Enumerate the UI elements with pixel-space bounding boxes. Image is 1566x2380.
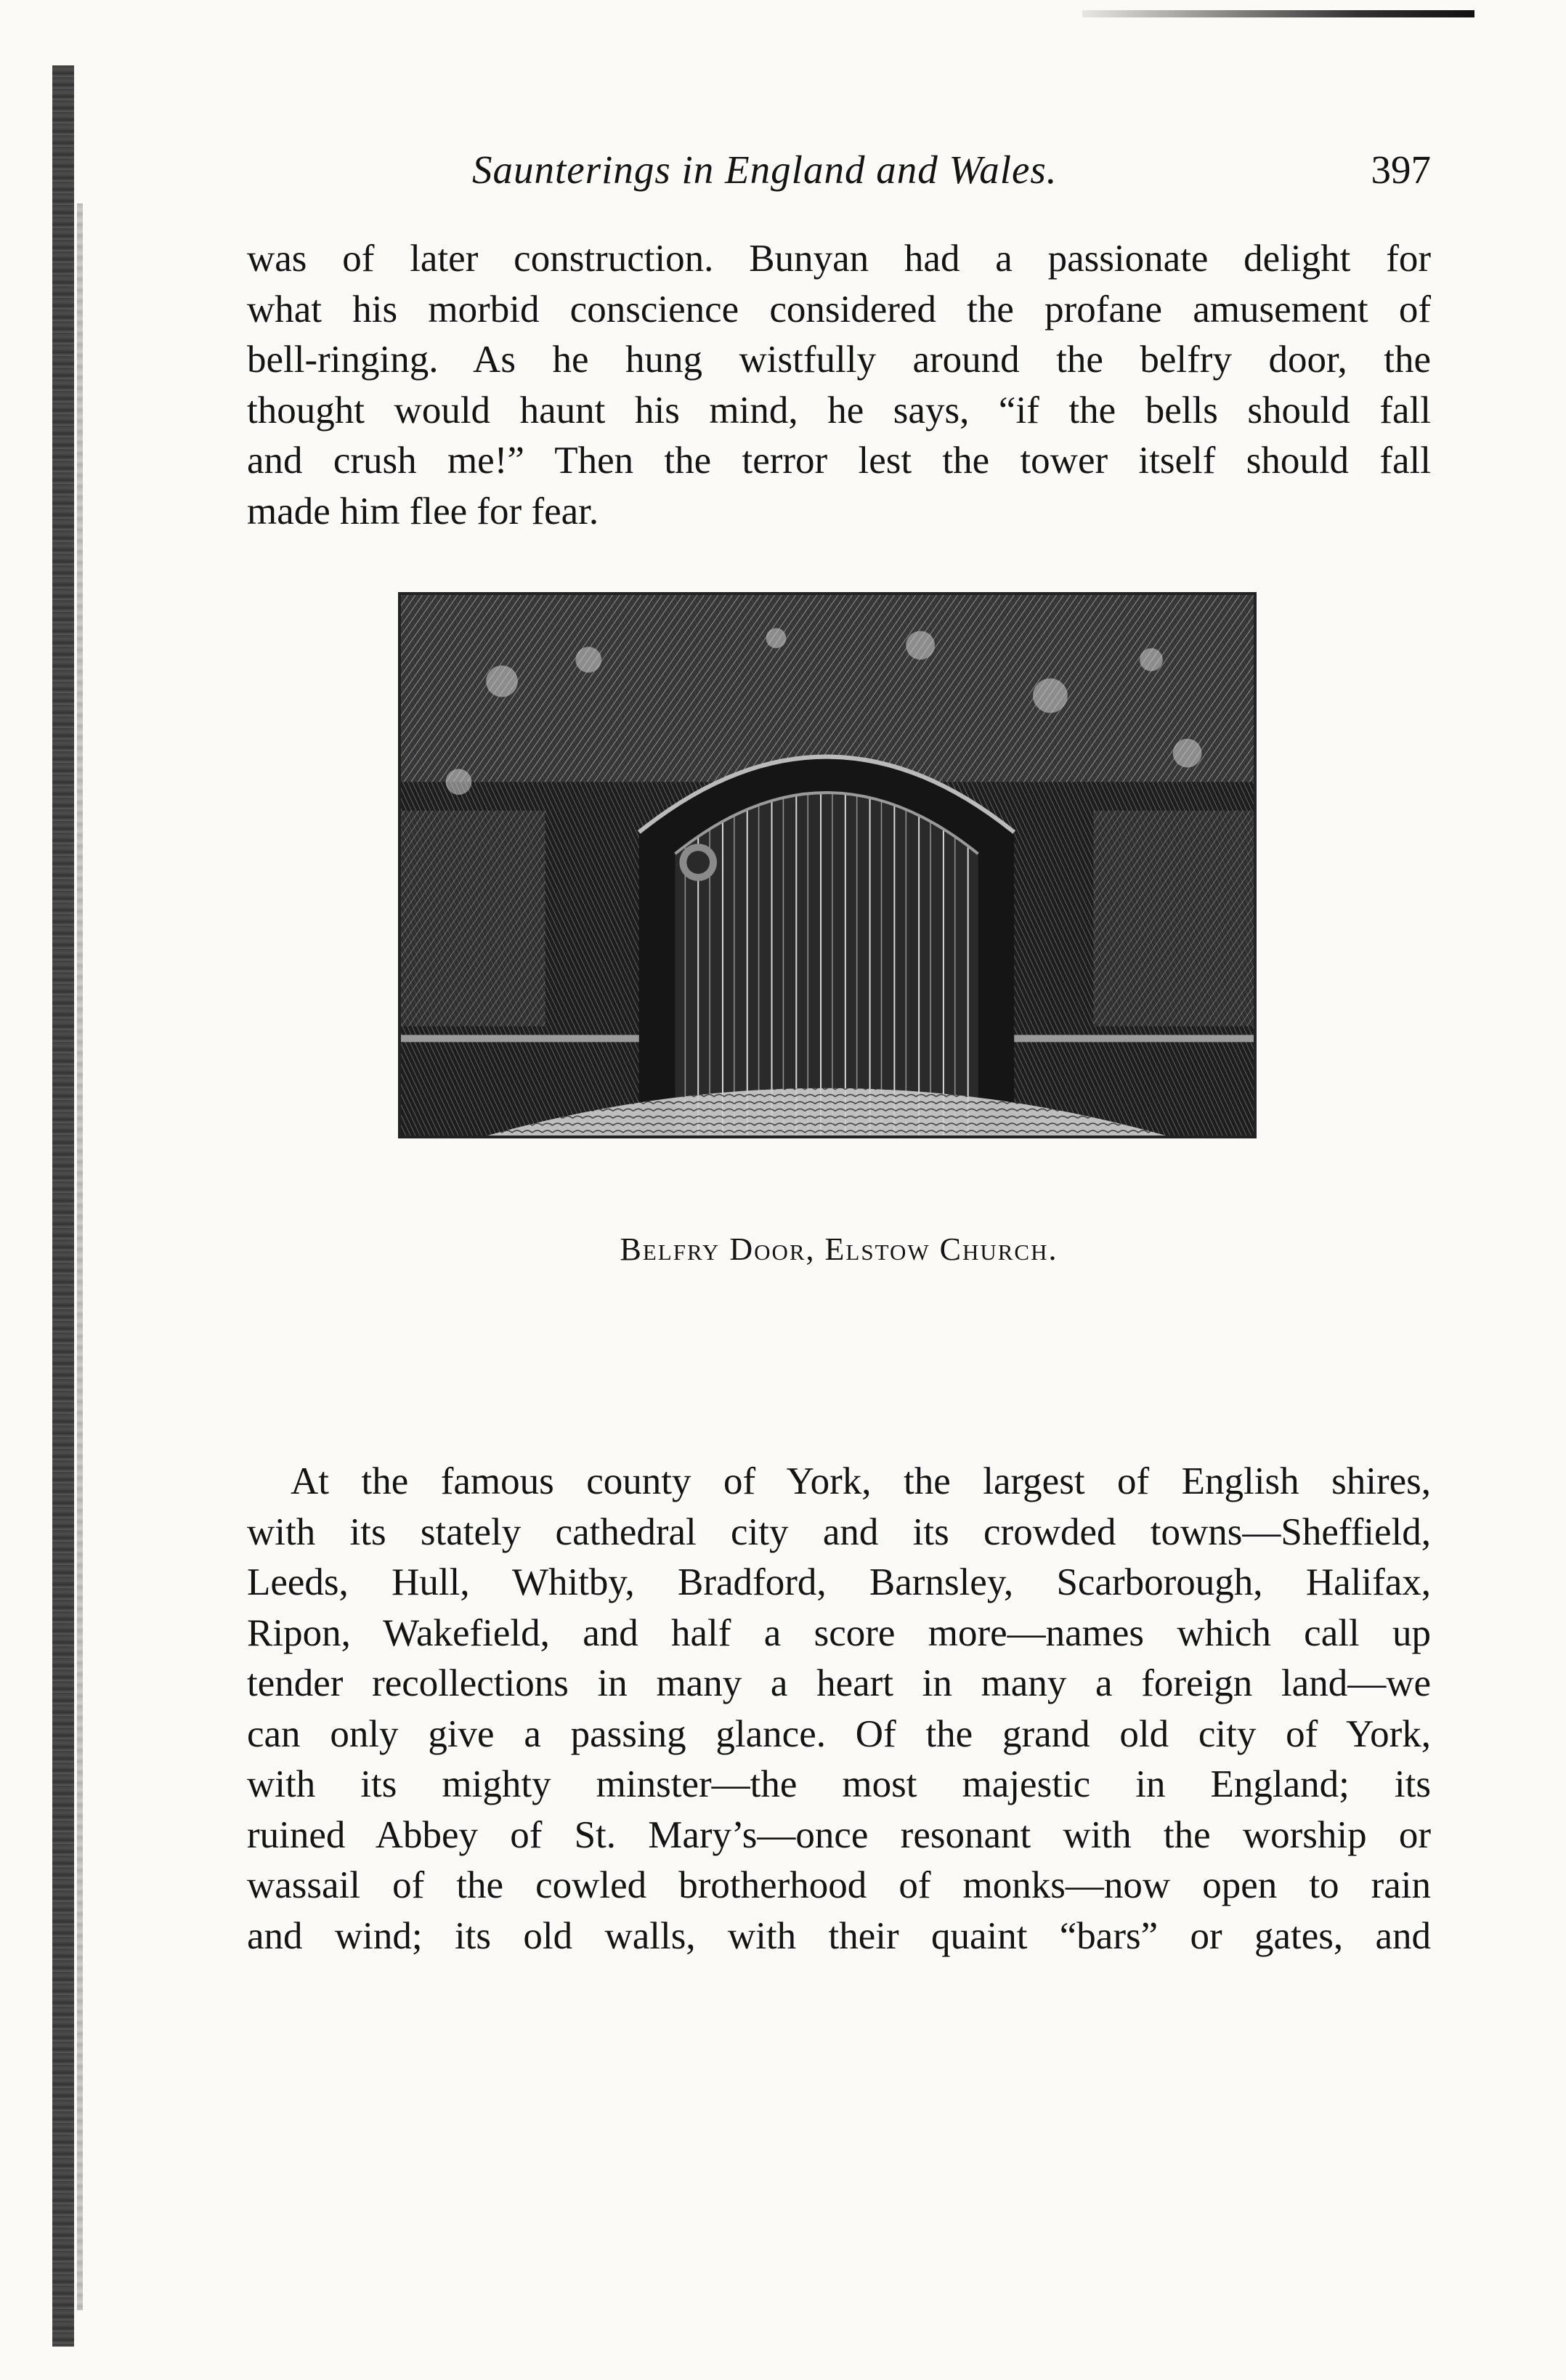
text-line: and crush me!” Then the terror lest the tower itself should fall bbox=[247, 440, 1431, 482]
text-line: and wind; its old walls, with their quaint “bars” or gates, and bbox=[247, 1914, 1431, 1957]
text-line: tender recollections in many a heart in many a foreign land—we bbox=[247, 1662, 1431, 1704]
text-line: Ripon, Wakefield, and half a score more—names which call up bbox=[247, 1611, 1431, 1654]
paragraph-york bbox=[247, 1457, 1431, 1962]
text-line: bell-ringing. As he hung wistfully around the belfry door, the bbox=[247, 339, 1431, 381]
text-line: what his morbid conscience considered the profane amusement of bbox=[247, 288, 1431, 331]
book-binding-edge bbox=[52, 65, 74, 2347]
text-line: can only give a passing glance. Of the grand old city of York, bbox=[247, 1712, 1431, 1755]
engraving-belfry-door-icon bbox=[401, 595, 1254, 1136]
text-line: thought would haunt his mind, he says, “if the bells should fall bbox=[247, 389, 1431, 432]
page-number: 397 bbox=[1371, 147, 1431, 192]
text-line: wassail of the cowled brotherhood of monks—now open to rain bbox=[247, 1864, 1431, 1906]
running-header bbox=[247, 147, 1431, 205]
text-line: with its stately cathedral city and its crowded towns—Sheffield, bbox=[247, 1510, 1431, 1553]
text-line: was of later construction. Bunyan had a passionate delight for bbox=[247, 238, 1431, 280]
text-line: Leeds, Hull, Whitby, Bradford, Barnsley, Scarborough, Halifax, bbox=[247, 1561, 1431, 1603]
book-gutter-shadow bbox=[77, 203, 83, 2310]
running-title: Saunterings in England and Wales. bbox=[472, 147, 1058, 192]
text-line: ruined Abbey of St. Mary’s—once resonant with the worship or bbox=[247, 1813, 1431, 1856]
paragraph-bunyan bbox=[247, 234, 1431, 537]
figure-caption: Belfry Door, Elstow Church. bbox=[620, 1231, 1058, 1267]
text-line: made him flee for fear. bbox=[247, 490, 599, 533]
text-line: with its mighty minster—the most majestic in England; its bbox=[247, 1763, 1431, 1805]
belfry-door-engraving bbox=[398, 592, 1257, 1138]
scan-edge-mark bbox=[1082, 10, 1474, 17]
text-line: At the famous county of York, the largest of English shires, bbox=[291, 1460, 1431, 1502]
